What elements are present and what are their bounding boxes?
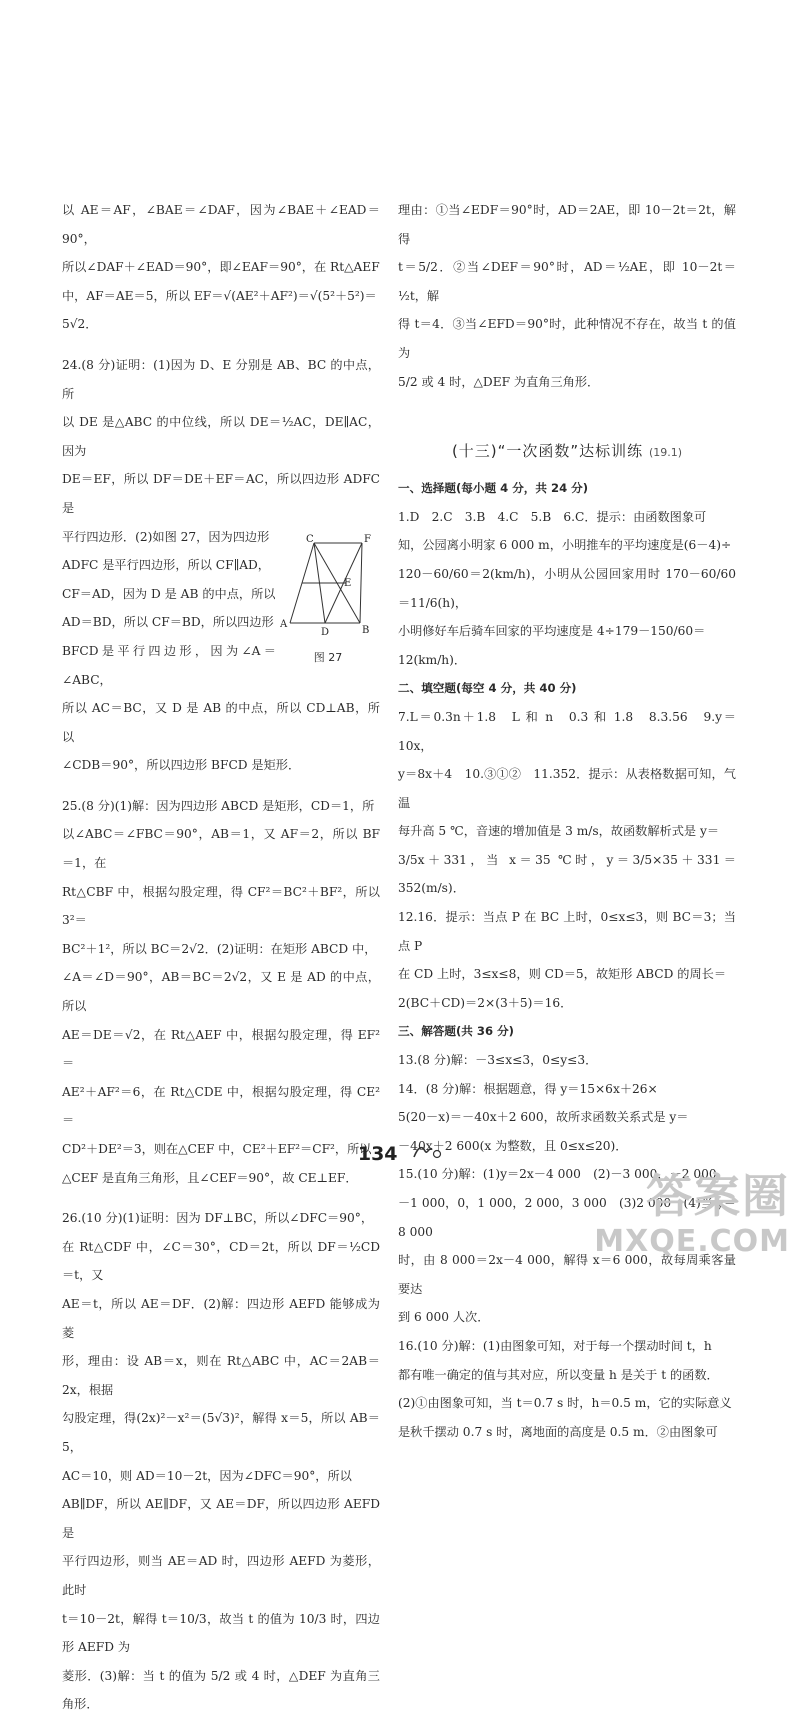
text-line: 时，由 8 000＝2x－4 000，解得 x＝6 000，故每周乘客量要达 (398, 1253, 736, 1296)
text-line: －1 000，0，1 000，2 000，3 000 (3)2 000 (4)当 y＝8 000 (398, 1196, 736, 1239)
label-e: E (344, 577, 352, 589)
text-line: AC＝10，则 AD＝10－2t，因为∠DFC＝90°，所以 (62, 1468, 352, 1483)
text-line: CF＝AD，因为 D 是 AB 的中点，所以 (62, 586, 276, 601)
text-line: 120－60/60＝2(km/h)，小明从公园回家用时 170－60/60＝11/6(h)， (398, 566, 736, 610)
text-line: 知，公园离小明家 6 000 m，小明推车的平均速度是(6－4)÷ (398, 538, 732, 553)
text-line: y＝8x＋4 10.③①② 11.352．提示：从表格数据可知，气温 (398, 767, 736, 810)
chapter-heading (398, 434, 736, 470)
label-c: C (306, 533, 314, 545)
figure-block (62, 523, 380, 695)
text-line: △CEF 是直角三角形，且∠CEF＝90°，故 CE⊥EF． (62, 1170, 358, 1185)
text-line: 都有唯一确定的值与其对应，所以变量 h 是关于 t 的函数． (398, 1367, 719, 1382)
text-line: 1.D 2.C 3.B 4.C 5.B 6.C．提示：由函数图象可 (398, 509, 707, 524)
figure-caption: 图 27 (313, 650, 343, 664)
text-line: 平行四边形，则当 AE＝AD 时，四边形 AEFD 为菱形，此时 (62, 1554, 380, 1597)
label-f: F (364, 533, 371, 545)
watermark (540, 1168, 790, 1268)
chapter-title: (十三)“一次函数”达标训练 (451, 442, 644, 461)
text-line: 得 t＝4．③当∠EFD＝90°时，此种情况不存在，故当 t 的值为 (398, 317, 736, 360)
text-line: BC²＋1²，所以 BC＝2√2．(2)证明：在矩形 ABCD 中， (62, 941, 377, 956)
text-line: 每升高 5 ℃，音速的增加值是 3 m/s，故函数解析式是 y＝ (398, 824, 720, 839)
section-heading-choice: 一、选择题(每小题 4 分，共 24 分) (398, 481, 589, 496)
watermark-url: MXQE.COM (594, 1224, 790, 1259)
text-line: ∠A＝∠D＝90°，AB＝BC＝2√2，又 E 是 AD 的中点，所以 (62, 970, 380, 1014)
geometry-diagram (280, 531, 376, 649)
text-line: ADFC 是平行四边形，所以 CF∥AD， (62, 558, 270, 573)
text-line: AB∥DF，所以 AE∥DF，又 AE＝DF，所以四边形 AEFD 是 (62, 1497, 380, 1540)
text-line: 5√2． (62, 317, 98, 332)
text-line: 理由：①当∠EDF＝90°时，AD＝2AE，即 10－2t＝2t，解得 (398, 203, 736, 246)
text-line: 所以∠DAF＋∠EAD＝90°，即∠EAF＝90°，在 Rt△AEF (62, 260, 380, 275)
text-line: (2)①由图象可知，当 t＝0.7 s 时，h＝0.5 m，它的实际意义 (398, 1396, 732, 1411)
label-b: B (362, 624, 370, 636)
text-line: 24.(8 分)证明：(1)因为 D、E 分别是 AB、BC 的中点，所 (62, 357, 380, 401)
page-footer (0, 1143, 800, 1166)
text-line: 菱形．(3)解：当 t 的值为 5/2 或 4 时，△DEF 为直角三角形． (62, 1668, 380, 1712)
figure-27 (276, 523, 380, 695)
text-line: 以 AE＝AF，∠BAE＝∠DAF，因为∠BAE＋∠EAD＝90°， (62, 203, 380, 246)
text-line: 小明修好车后骑车回家的平均速度是 4÷179－150/60＝ (398, 624, 706, 639)
text-line: 12.16．提示：当点 P 在 BC 上时，0≤x≤3，则 BC＝3；当点 P (398, 910, 736, 953)
text-line: 平行四边形．(2)如图 27，因为四边形 (62, 529, 270, 544)
text-line: AE＝t，所以 AE＝DF．(2)解：四边形 AEFD 能够成为菱 (62, 1296, 380, 1340)
text-line: 7.L＝0.3n＋1.8 L 和 n 0.3 和 1.8 8.3.56 9.y＝10x， (398, 709, 736, 753)
text-line: 中，AF＝AE＝5，所以 EF＝√(AE²＋AF²)＝√(5²＋5²)＝ (62, 288, 377, 303)
watermark-logo-text: 答案圈 (646, 1169, 790, 1223)
text-line: Rt△CBF 中，根据勾股定理，得 CF²＝BC²＋BF²，所以 3²＝ (62, 884, 380, 928)
text-line: t＝10－2t，解得 t＝10/3，故当 t 的值为 10/3 时，四边形 AEFD 为 (62, 1611, 380, 1655)
text-line: DE＝EF，所以 DF＝DE＋EF＝AC，所以四边形 ADFC 是 (62, 472, 380, 515)
page-number: 134 (357, 1143, 398, 1165)
text-line: CD²＋DE²＝3，则在△CEF 中，CE²＋EF²＝CF²，所以 (62, 1142, 372, 1156)
text-line: 16.(10 分)解：(1)由图象可知，对于每一个摆动时间 t，h (398, 1338, 712, 1353)
text-line: AE＝DE＝√2，在 Rt△AEF 中，根据勾股定理，得 EF²＝ (62, 1027, 380, 1071)
text-line: ∠CDB＝90°，所以四边形 BFCD 是矩形． (62, 758, 301, 773)
section-heading-answer: 三、解答题(共 36 分) (398, 1024, 514, 1039)
text-line: BFCD是平行四边形，因为∠A＝∠ABC， (62, 643, 276, 687)
text-line: 5/2 或 4 时，△DEF 为直角三角形． (398, 374, 600, 389)
text-line: 14．(8 分)解：根据题意，得 y＝15×6x＋26× (398, 1081, 658, 1096)
text-line: 2(BC＋CD)＝2×(3＋5)＝16． (398, 995, 573, 1010)
text-line: t＝5/2．②当∠DEF＝90°时，AD＝½AE，即 10－2t＝½t，解 (398, 260, 736, 303)
label-a: A (280, 618, 288, 630)
text-line: 13.(8 分)解：－3≤x≤3，0≤y≤3． (398, 1053, 598, 1068)
text-line: 所以 AC＝BC，又 D 是 AB 的中点，所以 CD⊥AB，所以 (62, 701, 380, 744)
text-line: 勾股定理，得(2x)²－x²＝(5√3)²，解得 x＝5，所以 AB＝5， (62, 1411, 380, 1454)
text-line: 26.(10 分)(1)证明：因为 DF⊥BC，所以∠DFC＝90°， (62, 1211, 374, 1226)
label-d: D (321, 626, 330, 638)
text-line: 到 6 000 人次． (398, 1310, 490, 1325)
text-line: 在 CD 上时，3≤x≤8，则 CD＝5，故矩形 ABCD 的周长＝ (398, 967, 727, 982)
text-line: 12(km/h)． (398, 652, 467, 667)
text-line: AD＝BD，所以 CF＝BD，所以四边形 (62, 615, 274, 630)
section-heading-fill: 二、填空题(每空 4 分，共 40 分) (398, 681, 577, 696)
text-line: 以∠ABC＝∠FBC＝90°，AB＝1，又 AF＝2，所以 BF＝1，在 (62, 827, 380, 871)
text-line: 25.(8 分)(1)解：因为四边形 ABCD 是矩形，CD＝1，所 (62, 798, 375, 813)
left-column (62, 196, 380, 1719)
text-line: 在 Rt△CDF 中，∠C＝30°，CD＝2t，所以 DF＝½CD＝t，又 (62, 1239, 380, 1283)
text-line: 15.(10 分)解：(1)y＝2x－4 000 (2)－3 000，－2 000， (398, 1167, 729, 1182)
text-line: 5(20－x)＝－40x＋2 600，故所求函数关系式是 y＝ (398, 1110, 689, 1125)
text-line: 以 DE 是△ABC 的中位线，所以 DE＝½AC，DE∥AC，因为 (62, 415, 380, 458)
text-line: 3/5x＋331，当 x＝35 ℃时，y＝3/5×35＋331＝352(m/s)． (398, 852, 736, 896)
ornament-icon (412, 1143, 442, 1166)
text-line: AE²＋AF²＝6，在 Rt△CDE 中，根据勾股定理，得 CE²＝ (62, 1084, 380, 1128)
text-line: －40x＋2 600(x 为整数，且 0≤x≤20)． (398, 1138, 628, 1153)
chapter-page-ref: (19.1) (648, 446, 683, 460)
text-line: 是秋千摆动 0.7 s 时，离地面的高度是 0.5 m．②由图象可 (398, 1424, 718, 1439)
text-line: 形，理由：设 AB＝x，则在 Rt△ABC 中，AC＝2AB＝2x，根据 (62, 1354, 380, 1397)
